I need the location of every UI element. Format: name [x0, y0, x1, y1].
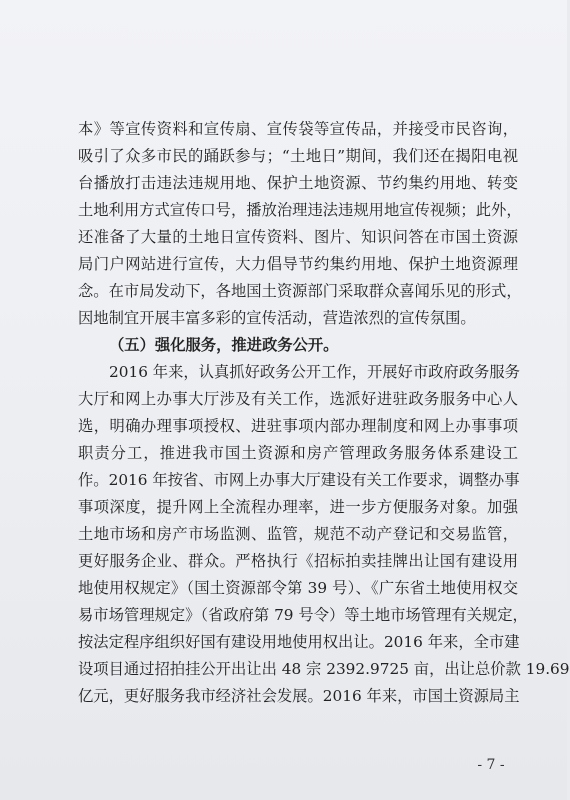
- text-line: 易市场管理规定》（省政府第 79 号令）等土地市场管理有关规定，: [78, 606, 528, 624]
- text-line: 土地利用方式宣传口号，播放治理违法违规用地宣传视频；此外，: [78, 201, 522, 219]
- text-line: 本》等宣传资料和宣传扇、宣传袋等宣传品，并接受市民咨询，: [78, 120, 518, 138]
- text-line: 大厅和网上办事大厅涉及有关工作，选派好进驻政务服务中心人: [78, 390, 518, 408]
- text-line: 土地市场和房产市场监测、监管，规范不动产登记和交易监管，: [78, 525, 518, 543]
- text-line: 更好服务企业、群众。严格执行《招标拍卖挂牌出让国有建设用: [78, 552, 518, 570]
- text-line: 2016 年来，认真抓好政务公开工作，开展好市政府政务服务: [109, 363, 520, 381]
- text-line: 事项深度，提升网上全流程办理率，进一步方便服务对象。加强: [78, 498, 518, 516]
- text-line: 作。2016 年按省、市网上办事大厅建设有关工作要求，调整办事: [78, 471, 520, 489]
- text-line: 还准备了大量的土地日宣传资料、图片、知识问答在市国土资源: [78, 228, 518, 246]
- text-line: 台播放打击违法违规用地、保护土地资源、节约集约用地、转变: [78, 174, 518, 192]
- text-line: 地使用权规定》（国土资源部令第 39 号）、《广东省土地使用权交: [78, 579, 518, 597]
- body-text: [78, 116, 570, 710]
- text-line: 念。在市局发动下，各地国土资源部门采取群众喜闻乐见的形式，: [78, 282, 522, 300]
- page-number: - 7 -: [477, 757, 505, 773]
- text-line: 选，明确办理事项授权、进驻事项内部办理制度和网上办事事项: [78, 417, 518, 435]
- text-line: 局门户网站进行宣传，大力倡导节约集约用地、保护土地资源理: [78, 255, 518, 273]
- text-line: 因地制宜开展丰富多彩的宣传活动，营造浓烈的宣传氛围。: [78, 309, 476, 327]
- text-line: 设项目通过招拍挂公开出让出 48 宗 2392.9725 亩，出让总价款 19.69: [78, 660, 570, 678]
- text-line: 亿元，更好服务我市经济社会发展。2016 年来，市国土资源局主: [78, 687, 520, 705]
- text-line: 按法定程序组织好国有建设用地使用权出让。2016 年来，全市建: [78, 633, 520, 651]
- section-heading: （五）强化服务，推进政务公开。: [109, 336, 339, 354]
- text-line: 吸引了众多市民的踊跃参与；“土地日”期间，我们还在揭阳电视: [78, 147, 518, 165]
- text-line: 职责分工，推进我市国土资源和房产管理政务服务体系建设工: [78, 444, 518, 462]
